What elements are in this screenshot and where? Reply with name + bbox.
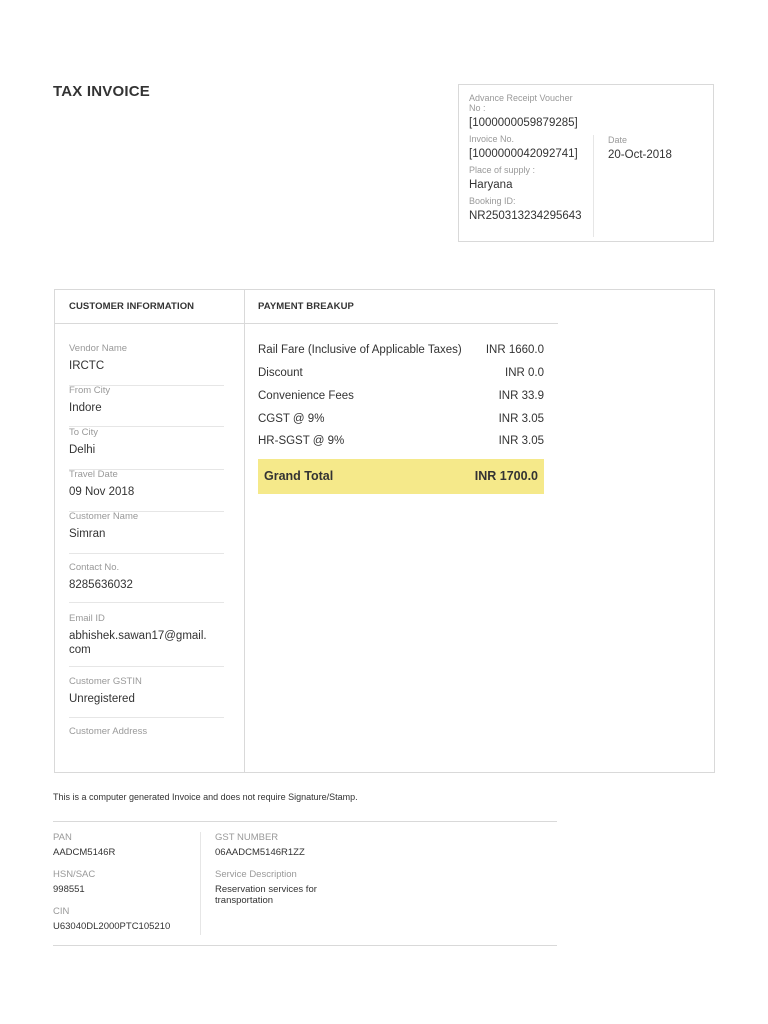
payment-row-value: INR 3.05 <box>498 413 544 425</box>
field-label: Vendor Name <box>69 343 128 354</box>
field-divider <box>69 717 224 718</box>
grand-total-label: Grand Total <box>264 469 334 483</box>
cin-value: U63040DL2000PTC105210 <box>53 921 171 932</box>
invoice-title: TAX INVOICE <box>53 83 150 100</box>
field-value: 8285636032 <box>69 579 133 591</box>
payment-row-value: INR 0.0 <box>505 367 544 379</box>
gst-number-value: 06AADCM5146R1ZZ <box>215 847 305 858</box>
field-value: abhishek.sawan17@gmail. com <box>69 630 207 656</box>
place-of-supply-label: Place of supply : <box>469 165 536 175</box>
travel-date-field <box>69 469 224 499</box>
invoice-no-label: Invoice No. <box>469 134 515 144</box>
field-divider <box>69 553 224 554</box>
voucher-column-left <box>469 93 594 227</box>
voucher-details-box <box>458 84 714 242</box>
date-value: 20-Oct-2018 <box>608 149 672 161</box>
to-city-field <box>69 427 224 457</box>
grand-total-row <box>258 459 544 494</box>
field-label: To City <box>69 427 99 438</box>
payment-row-label: CGST @ 9% <box>258 413 325 425</box>
voucher-divider <box>593 135 594 237</box>
customer-information-column <box>55 290 245 772</box>
field-divider <box>69 666 224 667</box>
voucher-column-right <box>608 135 672 166</box>
field-label: Customer Address <box>69 726 148 737</box>
footer-left-column <box>53 832 193 932</box>
email-id-field <box>69 613 224 657</box>
vendor-name-field <box>69 343 224 373</box>
payment-row-label: HR-SGST @ 9% <box>258 435 345 447</box>
customer-information-heading: CUSTOMER INFORMATION <box>69 301 195 312</box>
pan-label: PAN <box>53 832 72 843</box>
booking-id-label: Booking ID: <box>469 196 516 206</box>
field-label: Customer GSTIN <box>69 676 142 687</box>
customer-address-field <box>69 726 224 742</box>
field-value: Unregistered <box>69 693 135 705</box>
from-city-field <box>69 385 224 415</box>
field-label: Travel Date <box>69 469 118 480</box>
field-divider <box>69 602 224 603</box>
advance-receipt-label: Advance Receipt Voucher No : <box>469 93 573 113</box>
service-description-label: Service Description <box>215 869 297 880</box>
payment-row-label: Convenience Fees <box>258 390 354 402</box>
payment-row-label: Rail Fare (Inclusive of Applicable Taxes) <box>258 344 462 356</box>
field-label: From City <box>69 385 111 396</box>
payment-row-label: Discount <box>258 367 303 379</box>
grand-total-value: INR 1700.0 <box>474 469 538 483</box>
booking-id-value: NR250313234295643 <box>469 210 582 222</box>
payment-row-value: INR 3.05 <box>498 435 544 447</box>
field-value: Delhi <box>69 444 96 456</box>
date-label: Date <box>608 135 628 145</box>
field-label: Contact No. <box>69 562 120 573</box>
field-value: 09 Nov 2018 <box>69 486 135 498</box>
pan-value: AADCM5146R <box>53 847 116 858</box>
service-description-value: Reservation services for transportation <box>215 884 317 906</box>
advance-receipt-value: [1000000059879285] <box>469 117 578 129</box>
field-label: Customer Name <box>69 511 139 522</box>
customer-name-field <box>69 511 224 541</box>
field-value: Simran <box>69 528 106 540</box>
customer-gstin-field <box>69 676 224 706</box>
field-value: Indore <box>69 402 102 414</box>
field-value: IRCTC <box>69 360 105 372</box>
hsn-sac-value: 998551 <box>53 884 85 895</box>
cin-label: CIN <box>53 906 70 917</box>
computer-generated-note: This is a computer generated Invoice and does not require Signature/Stamp. <box>53 792 358 802</box>
footer-column-divider <box>200 832 201 935</box>
field-label: Email ID <box>69 613 105 624</box>
footer-right-column <box>215 832 345 906</box>
invoice-no-value: [1000000042092741] <box>469 148 578 160</box>
footer-top-divider <box>53 821 557 822</box>
contact-no-field <box>69 562 224 592</box>
payment-row-value: INR 33.9 <box>498 390 544 402</box>
invoice-details-box <box>54 289 715 773</box>
place-of-supply-value: Haryana <box>469 179 513 191</box>
payment-row-value: INR 1660.0 <box>485 344 544 356</box>
payment-breakup-heading: PAYMENT BREAKUP <box>258 301 354 312</box>
hsn-sac-label: HSN/SAC <box>53 869 96 880</box>
gst-number-label: GST NUMBER <box>215 832 279 843</box>
footer-bottom-divider <box>53 945 557 946</box>
